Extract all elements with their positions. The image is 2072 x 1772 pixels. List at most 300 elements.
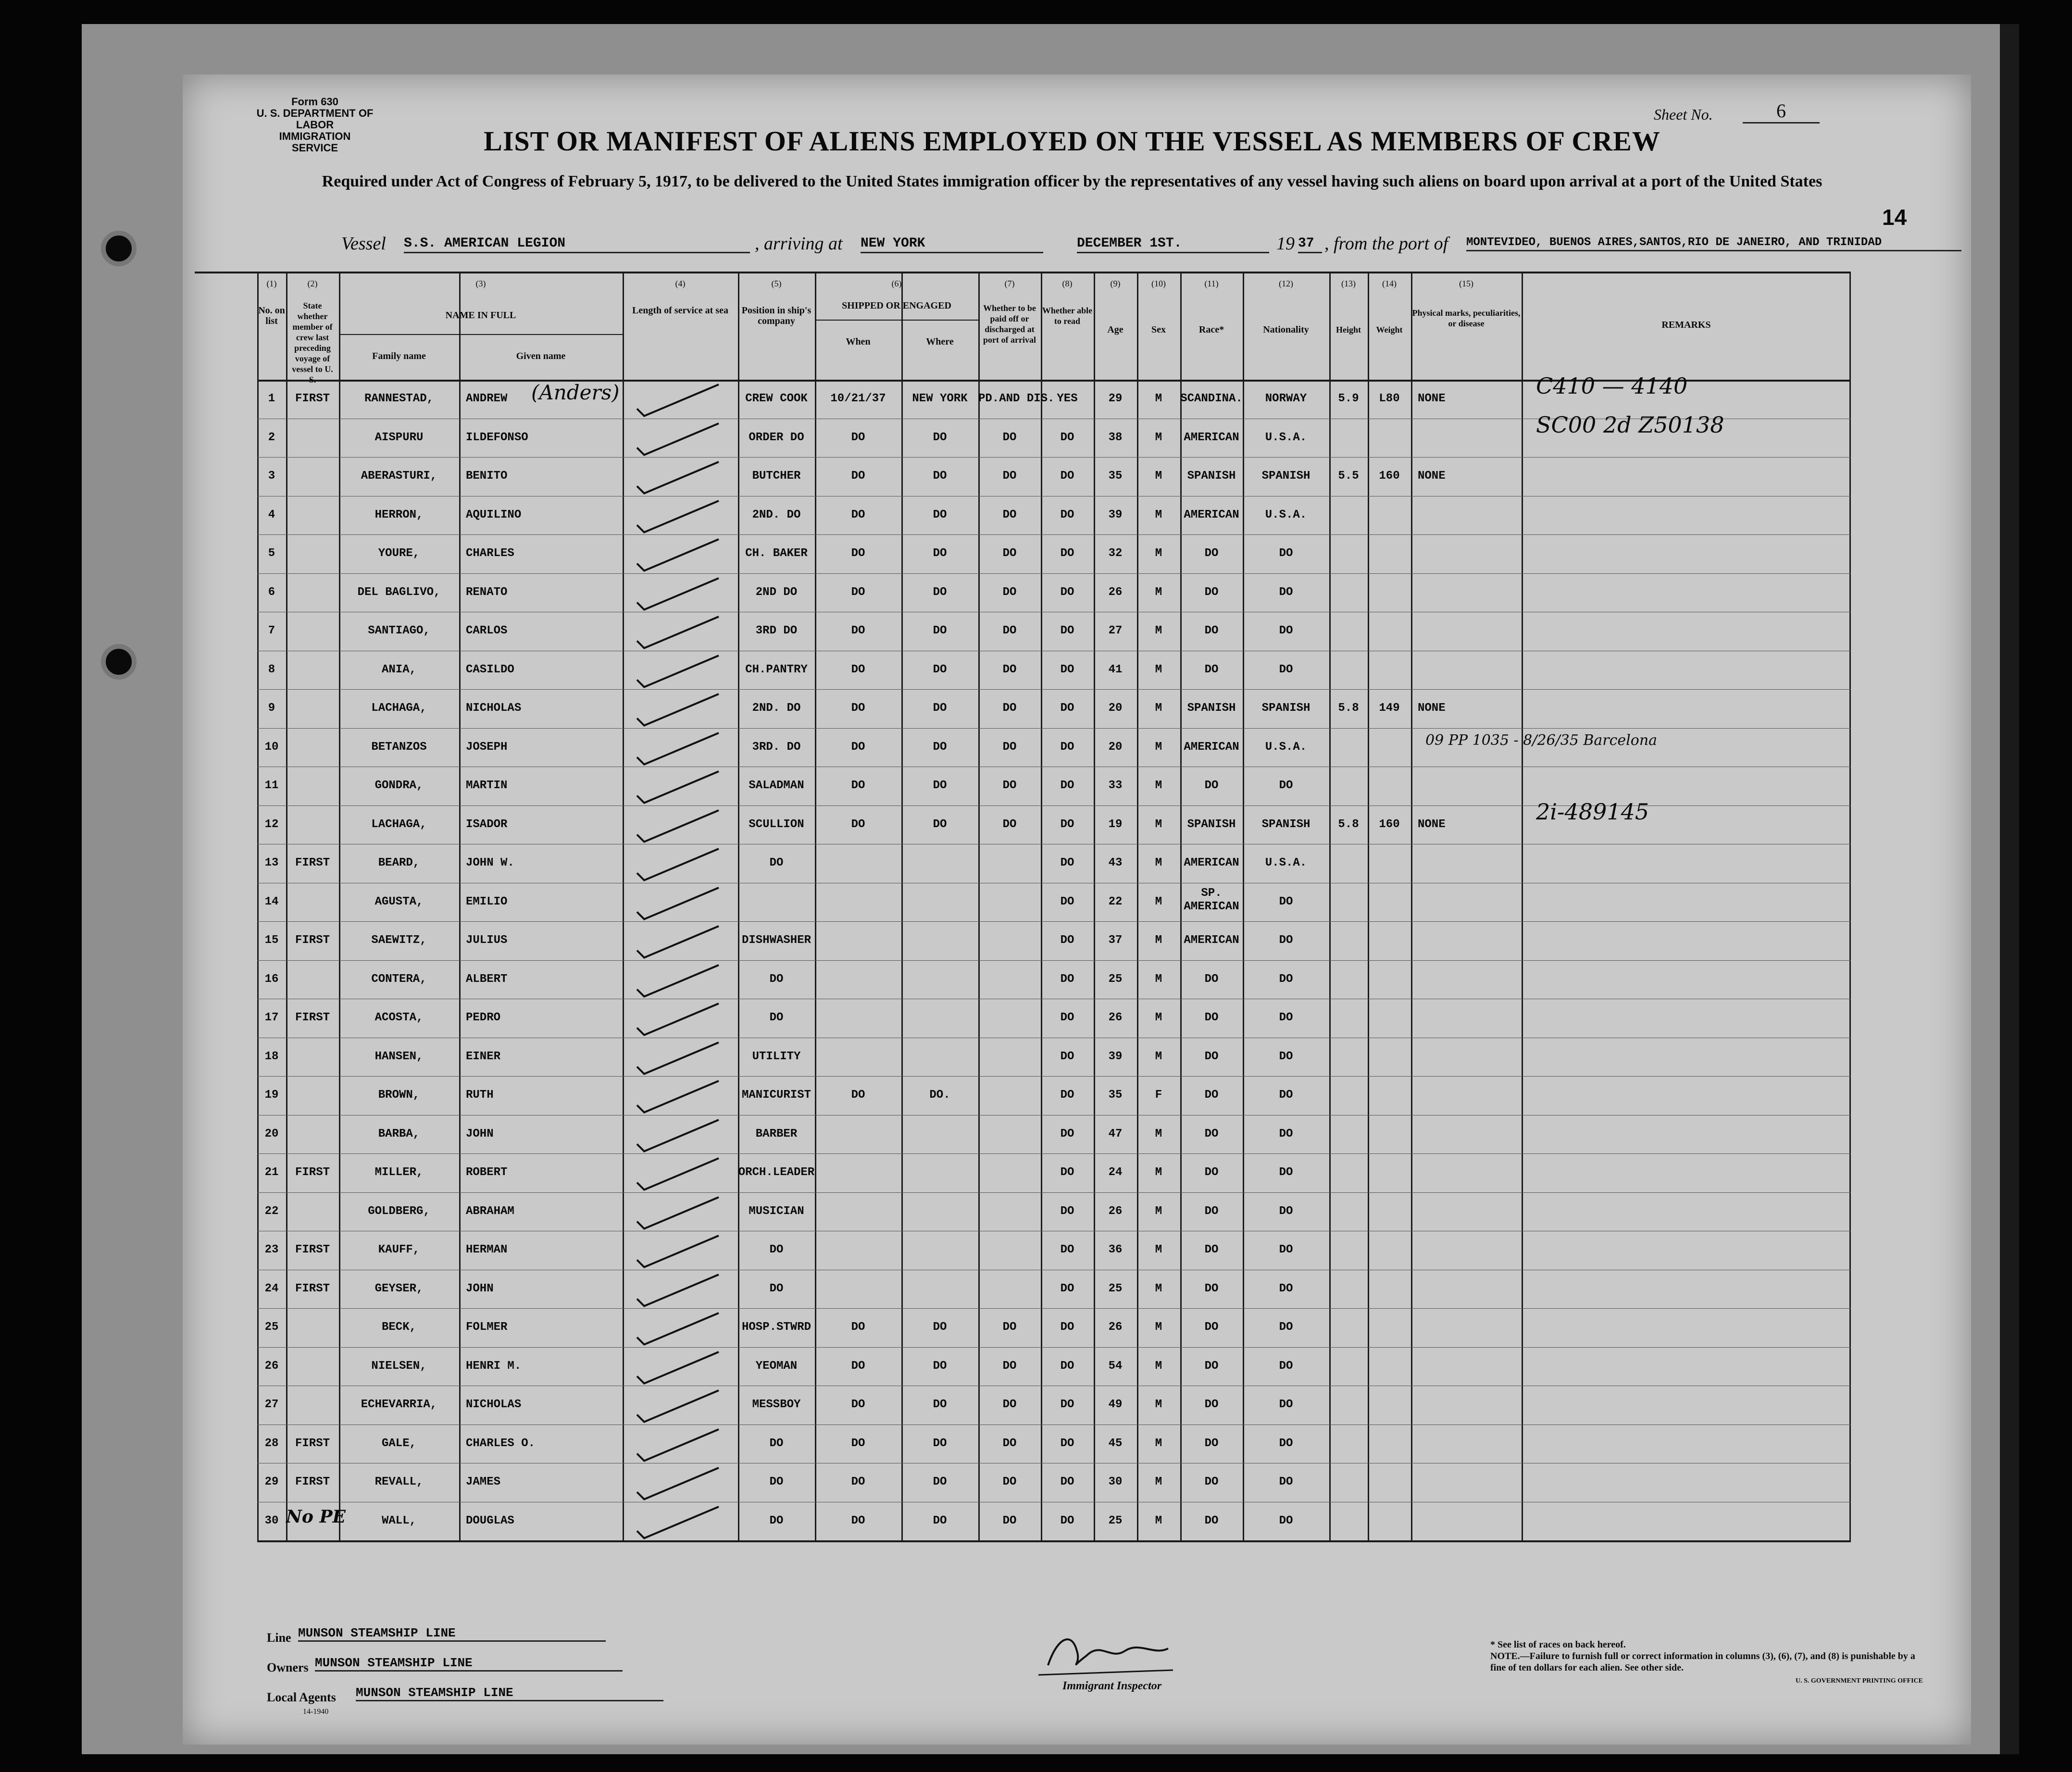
cell-family: GONDRA, bbox=[374, 779, 424, 793]
cell-no: 10 bbox=[264, 740, 279, 754]
cell-nat: DO bbox=[1279, 547, 1293, 560]
col-header-remarks: REMARKS bbox=[1661, 320, 1711, 330]
cell-sex: M bbox=[1155, 1243, 1162, 1257]
column-number: (2) bbox=[307, 279, 318, 288]
cell-race: DO bbox=[1204, 1475, 1219, 1489]
cell-pos: DO bbox=[769, 856, 784, 870]
line-value: MUNSON STEAMSHIP LINE bbox=[298, 1626, 606, 1642]
cell-given: ROBERT bbox=[466, 1166, 508, 1179]
cell-paid: DO bbox=[1002, 1398, 1017, 1412]
cell-given: ABRAHAM bbox=[466, 1204, 514, 1218]
cell-race: AMERICAN bbox=[1184, 431, 1239, 444]
cell-no: 17 bbox=[264, 1011, 279, 1025]
footnotes bbox=[1490, 1639, 1923, 1687]
cell-given: CARLOS bbox=[466, 624, 508, 638]
cell-family: BARBA, bbox=[378, 1127, 420, 1140]
table-row bbox=[257, 496, 1851, 535]
table-row bbox=[257, 689, 1851, 728]
cell-given: JOHN W. bbox=[466, 856, 514, 870]
cell-marks: NONE bbox=[1418, 392, 1446, 406]
cell-no: 1 bbox=[268, 392, 275, 406]
cell-prev: FIRST bbox=[295, 1166, 330, 1179]
cell-race: AMERICAN bbox=[1184, 740, 1239, 754]
cell-read: DO bbox=[1060, 508, 1074, 521]
arrival-port: NEW YORK bbox=[861, 236, 1043, 253]
cell-read: DO bbox=[1060, 856, 1074, 870]
cell-no: 14 bbox=[264, 895, 279, 908]
cell-age: 25 bbox=[1108, 1282, 1123, 1295]
cell-pos: ORCH.LEADER bbox=[738, 1166, 815, 1179]
cell-no: 20 bbox=[264, 1127, 279, 1140]
cell-pos: YEOMAN bbox=[755, 1359, 798, 1373]
handwritten-remark: C410 — 4140 bbox=[1536, 373, 1688, 399]
table-row bbox=[257, 999, 1851, 1038]
column-number: (10) bbox=[1151, 279, 1166, 288]
cell-read: DO bbox=[1060, 1089, 1074, 1102]
grid-line bbox=[815, 320, 978, 321]
cell-paid: DO bbox=[1002, 663, 1017, 676]
column-number: (13) bbox=[1341, 279, 1356, 288]
cell-nat: U.S.A. bbox=[1265, 856, 1307, 870]
cell-sex: M bbox=[1155, 740, 1162, 754]
cell-ht: 5.5 bbox=[1338, 470, 1359, 483]
cell-sex: M bbox=[1155, 663, 1162, 676]
manifest-sheet bbox=[183, 74, 1971, 1745]
cell-race: DO bbox=[1204, 1011, 1219, 1025]
cell-paid: DO bbox=[1002, 1475, 1017, 1489]
column-number: (3) bbox=[475, 279, 486, 288]
vessel-label: Vessel bbox=[341, 234, 386, 254]
crew-table bbox=[257, 272, 1851, 1584]
cell-no: 25 bbox=[264, 1321, 279, 1334]
table-row bbox=[257, 1386, 1851, 1425]
vessel-name: S.S. AMERICAN LEGION bbox=[404, 236, 750, 253]
cell-no: 9 bbox=[268, 702, 275, 715]
cell-pos: DO bbox=[769, 1475, 784, 1489]
cell-race: DO bbox=[1204, 1514, 1219, 1527]
cell-age: 45 bbox=[1108, 1437, 1123, 1450]
cell-prev: FIRST bbox=[295, 856, 330, 870]
cell-prev: FIRST bbox=[295, 1243, 330, 1257]
col-header-position: Position in ship's company bbox=[741, 305, 811, 326]
cell-given: RENATO bbox=[466, 585, 508, 599]
cell-when: DO bbox=[851, 431, 865, 444]
cell-race: SP. AMERICAN bbox=[1184, 886, 1239, 913]
cell-where: DO bbox=[933, 1359, 947, 1373]
binder-hole bbox=[101, 644, 137, 680]
cell-read: DO bbox=[1060, 585, 1074, 599]
table-row bbox=[257, 534, 1851, 573]
column-number: (5) bbox=[771, 279, 782, 288]
cell-no: 5 bbox=[268, 547, 275, 560]
cell-where: DO bbox=[933, 1398, 947, 1412]
arriving-label: , arriving at bbox=[755, 234, 843, 254]
table-row bbox=[257, 844, 1851, 883]
cell-family: WALL, bbox=[381, 1514, 416, 1527]
cell-sex: M bbox=[1155, 1514, 1162, 1527]
cell-no: 7 bbox=[268, 624, 275, 638]
column-number: (8) bbox=[1062, 279, 1073, 288]
cell-race: DO bbox=[1204, 779, 1219, 793]
table-row bbox=[257, 1231, 1851, 1270]
cell-race: DO bbox=[1204, 1437, 1219, 1450]
cell-nat: DO bbox=[1279, 663, 1293, 676]
cell-family: AGUSTA, bbox=[374, 895, 424, 908]
cell-family: BROWN, bbox=[378, 1089, 420, 1102]
cell-when: DO bbox=[851, 1089, 865, 1102]
cell-paid: DO bbox=[1002, 624, 1017, 638]
cell-read: DO bbox=[1060, 470, 1074, 483]
cell-no: 28 bbox=[264, 1437, 279, 1450]
cell-nat: SPANISH bbox=[1261, 470, 1311, 483]
cell-paid: PD.AND DIS. bbox=[978, 392, 1055, 406]
cell-sex: M bbox=[1155, 1437, 1162, 1450]
handwritten-remark: 2i-489145 bbox=[1536, 798, 1649, 825]
cell-nat: DO bbox=[1279, 1282, 1293, 1295]
cell-age: 38 bbox=[1108, 431, 1123, 444]
column-number: (6) bbox=[891, 279, 902, 288]
cell-when: DO bbox=[851, 1321, 865, 1334]
cell-read: DO bbox=[1060, 547, 1074, 560]
cell-where: DO bbox=[933, 547, 947, 560]
cell-no: 12 bbox=[264, 818, 279, 831]
handwritten-remark: SC00 2d Z50138 bbox=[1536, 411, 1724, 438]
cell-race: AMERICAN bbox=[1184, 934, 1239, 947]
cell-race: DO bbox=[1204, 1204, 1219, 1218]
cell-read: DO bbox=[1060, 663, 1074, 676]
cell-age: 36 bbox=[1108, 1243, 1123, 1257]
cell-sex: M bbox=[1155, 779, 1162, 793]
cell-paid: DO bbox=[1002, 779, 1017, 793]
cell-race: DO bbox=[1204, 1089, 1219, 1102]
cell-given: JULIUS bbox=[466, 934, 508, 947]
cell-age: 25 bbox=[1108, 1514, 1123, 1527]
cell-age: 24 bbox=[1108, 1166, 1123, 1179]
cell-paid: DO bbox=[1002, 1321, 1017, 1334]
cell-family: LACHAGA, bbox=[371, 818, 427, 831]
cell-age: 33 bbox=[1108, 779, 1123, 793]
cell-age: 20 bbox=[1108, 702, 1123, 715]
table-row bbox=[257, 1270, 1851, 1309]
cell-sex: M bbox=[1155, 856, 1162, 870]
cell-sex: M bbox=[1155, 508, 1162, 521]
cell-when: DO bbox=[851, 702, 865, 715]
cell-sex: M bbox=[1155, 1282, 1162, 1295]
cell-paid: DO bbox=[1002, 431, 1017, 444]
column-number: (1) bbox=[266, 279, 277, 288]
cell-sex: M bbox=[1155, 1127, 1162, 1140]
form-code: 14-1940 bbox=[303, 1708, 329, 1716]
cell-marks: NONE bbox=[1418, 470, 1446, 483]
cell-family: HANSEN, bbox=[374, 1050, 424, 1063]
cell-read: DO bbox=[1060, 1204, 1074, 1218]
cell-nat: DO bbox=[1279, 1050, 1293, 1063]
cell-family: SANTIAGO, bbox=[368, 624, 430, 638]
cell-sex: M bbox=[1155, 895, 1162, 908]
cell-pos: DO bbox=[769, 1243, 784, 1257]
column-number: (7) bbox=[1004, 279, 1015, 288]
cell-pos: CH. BAKER bbox=[745, 547, 808, 560]
cell-given: PEDRO bbox=[466, 1011, 501, 1025]
cell-family: ANIA, bbox=[381, 663, 416, 676]
cell-read: DO bbox=[1060, 779, 1074, 793]
cell-family: ECHEVARRIA, bbox=[361, 1398, 437, 1412]
col-header-read: Whether able to read bbox=[1042, 306, 1093, 326]
cell-prev: FIRST bbox=[295, 1437, 330, 1450]
cell-nat: DO bbox=[1279, 1437, 1293, 1450]
cell-race: DO bbox=[1204, 1127, 1219, 1140]
cell-given: HENRI M. bbox=[466, 1359, 522, 1373]
cell-paid: DO bbox=[1002, 547, 1017, 560]
cell-sex: M bbox=[1155, 1321, 1162, 1334]
cell-read: YES bbox=[1057, 392, 1078, 406]
cell-nat: DO bbox=[1279, 1089, 1293, 1102]
cell-pos: BUTCHER bbox=[752, 470, 801, 483]
cell-given: ILDEFONSO bbox=[466, 431, 528, 444]
inspector-signature bbox=[1029, 1622, 1183, 1685]
cell-age: 41 bbox=[1108, 663, 1123, 676]
cell-read: DO bbox=[1060, 702, 1074, 715]
cell-paid: DO bbox=[1002, 740, 1017, 754]
cell-family: MILLER, bbox=[374, 1166, 424, 1179]
cell-where: DO bbox=[933, 431, 947, 444]
cell-family: BECK, bbox=[381, 1321, 416, 1334]
cell-read: DO bbox=[1060, 1166, 1074, 1179]
cell-when: DO bbox=[851, 508, 865, 521]
cell-family: RANNESTAD, bbox=[364, 392, 434, 406]
cell-nat: DO bbox=[1279, 1166, 1293, 1179]
column-number: (9) bbox=[1110, 279, 1121, 288]
cell-given: EINER bbox=[466, 1050, 501, 1063]
cell-nat: DO bbox=[1279, 934, 1293, 947]
cell-age: 39 bbox=[1108, 1050, 1123, 1063]
cell-pos: DO bbox=[769, 1514, 784, 1527]
table-row bbox=[257, 411, 1851, 458]
cell-given: MARTIN bbox=[466, 779, 508, 793]
departure-ports: MONTEVIDEO, BUENOS AIRES,SANTOS,RIO DE JANEIRO, AND TRINIDAD bbox=[1466, 236, 1961, 251]
cell-race: SPANISH bbox=[1187, 818, 1236, 831]
cell-nat: U.S.A. bbox=[1265, 508, 1307, 521]
cell-when: DO bbox=[851, 624, 865, 638]
printer-line: U. S. GOVERNMENT PRINTING OFFICE bbox=[1796, 1677, 1923, 1685]
cell-where: DO bbox=[933, 1475, 947, 1489]
column-number: (12) bbox=[1279, 279, 1293, 288]
cell-sex: M bbox=[1155, 1204, 1162, 1218]
cell-nat: DO bbox=[1279, 972, 1293, 986]
cell-pos: UTILITY bbox=[752, 1050, 801, 1063]
cell-given: DOUGLAS bbox=[466, 1514, 514, 1527]
cell-given: JOHN bbox=[466, 1282, 494, 1295]
cell-nat: DO bbox=[1279, 1514, 1293, 1527]
grid-line bbox=[257, 1540, 1851, 1542]
cell-read: DO bbox=[1060, 431, 1074, 444]
table-row bbox=[257, 960, 1851, 999]
cell-no: 27 bbox=[264, 1398, 279, 1412]
cell-read: DO bbox=[1060, 740, 1074, 754]
cell-ht: 5.8 bbox=[1338, 702, 1359, 715]
form-department: U. S. DEPARTMENT OF LABOR bbox=[256, 107, 374, 131]
cell-family: AISPURU bbox=[374, 431, 424, 444]
cell-age: 37 bbox=[1108, 934, 1123, 947]
year-prefix: 19 bbox=[1276, 234, 1295, 254]
cell-race: DO bbox=[1204, 972, 1219, 986]
cell-given: FOLMER bbox=[466, 1321, 508, 1334]
cell-prev: FIRST bbox=[295, 1011, 330, 1025]
cell-when: DO bbox=[851, 740, 865, 754]
cell-pos: SALADMAN bbox=[749, 779, 804, 793]
cell-family: BETANZOS bbox=[371, 740, 427, 754]
cell-where: NEW YORK bbox=[912, 392, 968, 406]
table-row bbox=[257, 1076, 1851, 1115]
cell-pos: MUSICIAN bbox=[749, 1204, 804, 1218]
cell-family: GOLDBERG, bbox=[368, 1204, 430, 1218]
col-header-no: No. on list bbox=[258, 305, 285, 326]
cell-no: 22 bbox=[264, 1204, 279, 1218]
cell-pos: CH.PANTRY bbox=[745, 663, 808, 676]
cell-given: EMILIO bbox=[466, 895, 508, 908]
cell-family: REVALL, bbox=[374, 1475, 424, 1489]
cell-given: AQUILINO bbox=[466, 508, 522, 521]
cell-read: DO bbox=[1060, 1243, 1074, 1257]
cell-no: 11 bbox=[264, 779, 279, 793]
cell-nat: DO bbox=[1279, 585, 1293, 599]
cell-no: 30 bbox=[264, 1514, 279, 1527]
sheet-number: 6 bbox=[1743, 99, 1820, 124]
cell-pos: BARBER bbox=[755, 1127, 798, 1140]
cell-sex: M bbox=[1155, 1359, 1162, 1373]
cell-race: SPANISH bbox=[1187, 702, 1236, 715]
cell-given: JOHN bbox=[466, 1127, 494, 1140]
cell-read: DO bbox=[1060, 818, 1074, 831]
cell-family: ABERASTURI, bbox=[361, 470, 437, 483]
col-header-service: Length of service at sea bbox=[632, 305, 728, 316]
cell-pos: DISHWASHER bbox=[741, 934, 811, 947]
cell-family: BEARD, bbox=[378, 856, 420, 870]
cell-nat: DO bbox=[1279, 1321, 1293, 1334]
table-row bbox=[257, 573, 1851, 612]
cell-family: YOURE, bbox=[378, 547, 420, 560]
column-number: (14) bbox=[1382, 279, 1397, 288]
cell-age: 26 bbox=[1108, 1011, 1123, 1025]
cell-no: 29 bbox=[264, 1475, 279, 1489]
cell-age: 32 bbox=[1108, 547, 1123, 560]
cell-race: DO bbox=[1204, 547, 1219, 560]
cell-nat: U.S.A. bbox=[1265, 740, 1307, 754]
cell-race: DO bbox=[1204, 1398, 1219, 1412]
cell-ht: 5.9 bbox=[1338, 392, 1359, 406]
arrival-date: DECEMBER 1ST. bbox=[1077, 236, 1269, 253]
cell-given: HERMAN bbox=[466, 1243, 508, 1257]
cell-sex: M bbox=[1155, 392, 1162, 406]
cell-nat: DO bbox=[1279, 1243, 1293, 1257]
col-header-weight: Weight bbox=[1376, 325, 1403, 335]
cell-sex: M bbox=[1155, 972, 1162, 986]
cell-age: 35 bbox=[1108, 1089, 1123, 1102]
cell-pos: ORDER DO bbox=[749, 431, 804, 444]
cell-sex: M bbox=[1155, 934, 1162, 947]
cell-race: DO bbox=[1204, 1359, 1219, 1373]
cell-no: 23 bbox=[264, 1243, 279, 1257]
cell-sex: M bbox=[1155, 1475, 1162, 1489]
col-header-age: Age bbox=[1107, 324, 1123, 335]
cell-when: DO bbox=[851, 818, 865, 831]
table-row bbox=[257, 1502, 1851, 1541]
cell-read: DO bbox=[1060, 972, 1074, 986]
table-row bbox=[257, 457, 1851, 496]
cell-marks: NONE bbox=[1418, 702, 1446, 715]
cell-where: DO bbox=[933, 779, 947, 793]
arrival-year: 37 bbox=[1298, 236, 1322, 253]
inspector-label: Immigrant Inspector bbox=[1062, 1680, 1162, 1692]
cell-nat: DO bbox=[1279, 779, 1293, 793]
cell-sex: M bbox=[1155, 702, 1162, 715]
column-number: (11) bbox=[1204, 279, 1219, 288]
cell-age: 26 bbox=[1108, 1204, 1123, 1218]
sheet-label: Sheet No. bbox=[1654, 106, 1713, 123]
cell-pos: 2ND. DO bbox=[752, 702, 801, 715]
cell-where: DO. bbox=[929, 1089, 950, 1102]
cell-pos: CREW COOK bbox=[745, 392, 808, 406]
table-row bbox=[257, 651, 1851, 690]
cell-age: 22 bbox=[1108, 895, 1123, 908]
cell-age: 30 bbox=[1108, 1475, 1123, 1489]
cell-no: 6 bbox=[268, 585, 275, 599]
cell-given: CASILDO bbox=[466, 663, 514, 676]
page-subtitle: Required under Act of Congress of February 5, 1917, to be delivered to the United States immigration officer by the representatives of any vessel having such aliens on board upon arrival at a port of the United States bbox=[322, 173, 1822, 190]
cell-when: DO bbox=[851, 779, 865, 793]
cell-when: DO bbox=[851, 1514, 865, 1527]
cell-read: DO bbox=[1060, 624, 1074, 638]
cell-marks: NONE bbox=[1418, 818, 1446, 831]
cell-paid: DO bbox=[1002, 702, 1017, 715]
cell-prev: FIRST bbox=[295, 392, 330, 406]
cell-read: DO bbox=[1060, 1359, 1074, 1373]
cell-wt: 149 bbox=[1379, 702, 1400, 715]
cell-given: JOSEPH bbox=[466, 740, 508, 754]
cell-no: 8 bbox=[268, 663, 275, 676]
cell-no: 18 bbox=[264, 1050, 279, 1063]
cell-when: DO bbox=[851, 585, 865, 599]
cell-age: 47 bbox=[1108, 1127, 1123, 1140]
cell-family: KAUFF, bbox=[378, 1243, 420, 1257]
cell-sex: M bbox=[1155, 624, 1162, 638]
cell-wt: L80 bbox=[1379, 392, 1400, 406]
cell-family: GEYSER, bbox=[374, 1282, 424, 1295]
agents-label: Local Agents bbox=[267, 1690, 336, 1704]
cell-sex: M bbox=[1155, 1050, 1162, 1063]
cell-where: DO bbox=[933, 470, 947, 483]
cell-age: 49 bbox=[1108, 1398, 1123, 1412]
cell-nat: DO bbox=[1279, 1359, 1293, 1373]
binder-hole bbox=[101, 231, 137, 266]
cell-given: RUTH bbox=[466, 1089, 494, 1102]
col-header-paid-off: Whether to be paid off or discharged at port of arrival bbox=[983, 303, 1036, 345]
penalty-note: NOTE.—Failure to furnish full or correct information in columns (3), (6), (7), and (8) is punishable by a fine of ten dollars for each alien. See other side. bbox=[1490, 1651, 1915, 1673]
cell-family: HERRON, bbox=[374, 508, 424, 521]
cell-ht: 5.8 bbox=[1338, 818, 1359, 831]
table-row bbox=[257, 1425, 1851, 1463]
cell-nat: U.S.A. bbox=[1265, 431, 1307, 444]
col-header-name: NAME IN FULL bbox=[445, 310, 516, 321]
table-row bbox=[257, 1153, 1851, 1192]
cell-given: ISADOR bbox=[466, 818, 508, 831]
cell-where: DO bbox=[933, 663, 947, 676]
cell-pos: HOSP.STWRD bbox=[741, 1321, 811, 1334]
col-header-when: When bbox=[846, 336, 871, 347]
cell-age: 27 bbox=[1108, 624, 1123, 638]
cell-given: ALBERT bbox=[466, 972, 508, 986]
cell-family: ACOSTA, bbox=[374, 1011, 424, 1025]
